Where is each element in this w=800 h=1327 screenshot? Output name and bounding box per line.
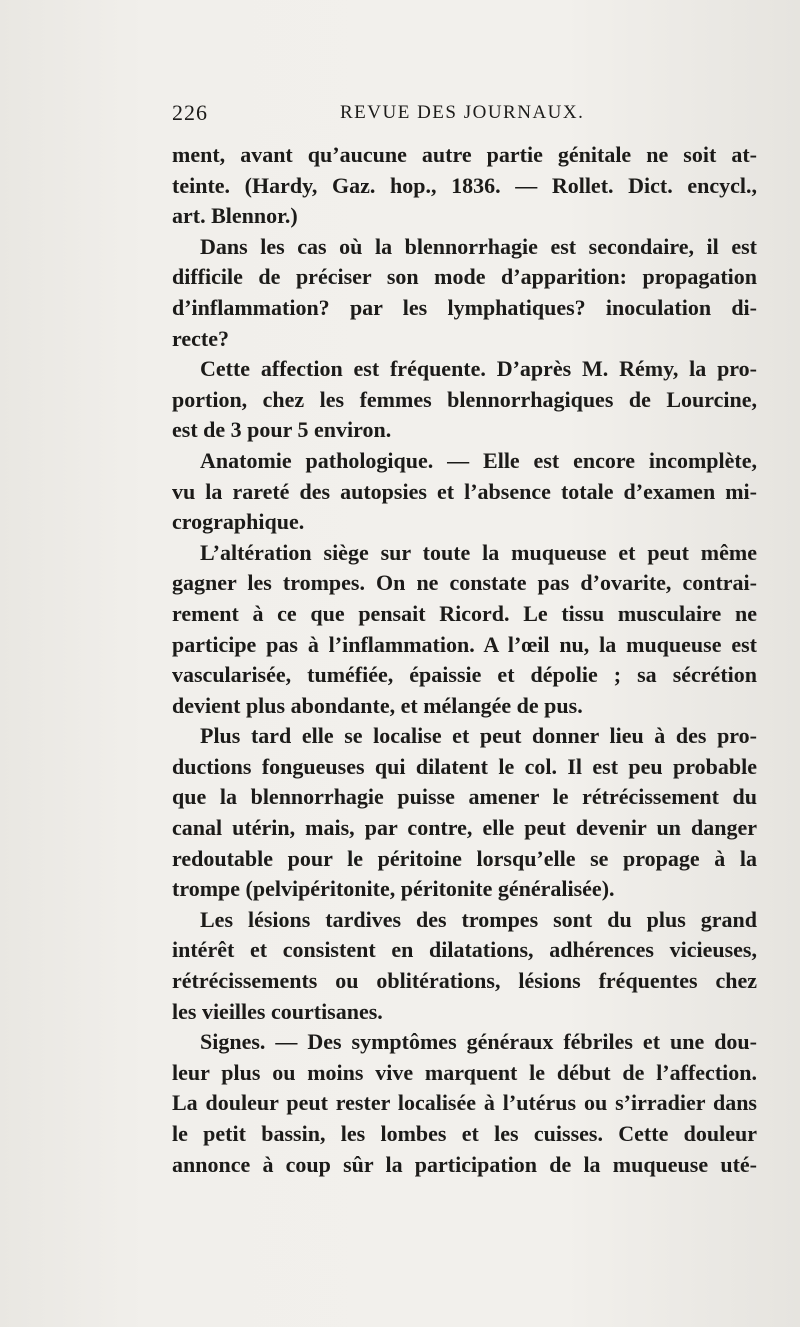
text-line: difficile de préciser son mode d’apparition: propagation (172, 264, 757, 290)
text-line: L’altération siège sur toute la muqueuse et peut même (200, 539, 757, 565)
text-line: redoutable pour le péritoine lorsqu’elle se propage à la (172, 845, 757, 871)
text-line: les vieilles courtisanes. (172, 998, 383, 1024)
running-title: REVUE DES JOURNAUX. (340, 102, 585, 123)
text-line: Cette affection est fréquente. D’après M. Rémy, la pro- (200, 356, 757, 382)
text-line: recte? (172, 325, 229, 351)
text-line: teinte. (Hardy, Gaz. hop., 1836. — Rollet. Dict. encycl., (172, 172, 757, 198)
text-line: devient plus abondante, et mélangée de pus. (172, 692, 583, 718)
text-line: le petit bassin, les lombes et les cuisses. Cette douleur (172, 1121, 757, 1146)
text-line: vu la rareté des autopsies et l’absence totale d’examen mi- (172, 478, 757, 504)
text-line: art. Blennor.) (172, 203, 298, 229)
text-line: rétrécissements ou oblitérations, lésions fréquentes chez (172, 968, 757, 994)
text-line: Dans les cas où la blennorrhagie est secondaire, il est (200, 233, 757, 259)
text-line: ment, avant qu’aucune autre partie génitale ne soit at- (172, 142, 757, 167)
text-line: Plus tard elle se localise et peut donner lieu à des pro- (200, 723, 757, 749)
text-line: est de 3 pour 5 environ. (172, 417, 392, 443)
text-line: crographique. (172, 509, 305, 535)
text-line: gagner les trompes. On ne constate pas d’ovarite, contrai- (172, 570, 757, 596)
text-line: canal utérin, mais, par contre, elle peut devenir un danger (172, 815, 757, 841)
text-line: Les lésions tardives des trompes sont du plus grand (200, 906, 757, 932)
text-line: Anatomie pathologique. — Elle est encore incomplète, (200, 447, 757, 473)
text-line: portion, chez les femmes blennorrhagiques de Lourcine, (172, 386, 757, 412)
text-line: vascularisée, tuméfiée, épaissie et dépolie ; sa sécrétion (172, 662, 757, 688)
text-line: intérêt et consistent en dilatations, adhérences vicieuses, (172, 937, 757, 963)
text-line: que la blennorrhagie puisse amener le rétrécissement du (172, 784, 757, 810)
text-line: d’inflammation? par les lymphatiques? inoculation di- (172, 294, 757, 320)
text-line: rement à ce que pensait Ricord. Le tissu musculaire ne (172, 600, 757, 626)
text-line: participe pas à l’inflammation. A l’œil nu, la muqueuse est (172, 631, 757, 657)
body-text (172, 140, 757, 1180)
text-line: ductions fongueuses qui dilatent le col. Il est peu probable (172, 753, 757, 779)
text-line: La douleur peut rester localisée à l’utérus ou s’irradier dans (172, 1090, 757, 1116)
text-line: leur plus ou moins vive marquent le début de l’affection. (172, 1059, 757, 1085)
text-line: annonce à coup sûr la participation de la muqueuse uté- (172, 1151, 757, 1177)
running-head (172, 100, 757, 130)
page-number: 226 (172, 100, 208, 125)
text-line: Signes. — Des symptômes généraux fébriles et une dou- (200, 1029, 757, 1055)
text-line: trompe (pelvipéritonite, péritonite généralisée). (172, 876, 615, 902)
